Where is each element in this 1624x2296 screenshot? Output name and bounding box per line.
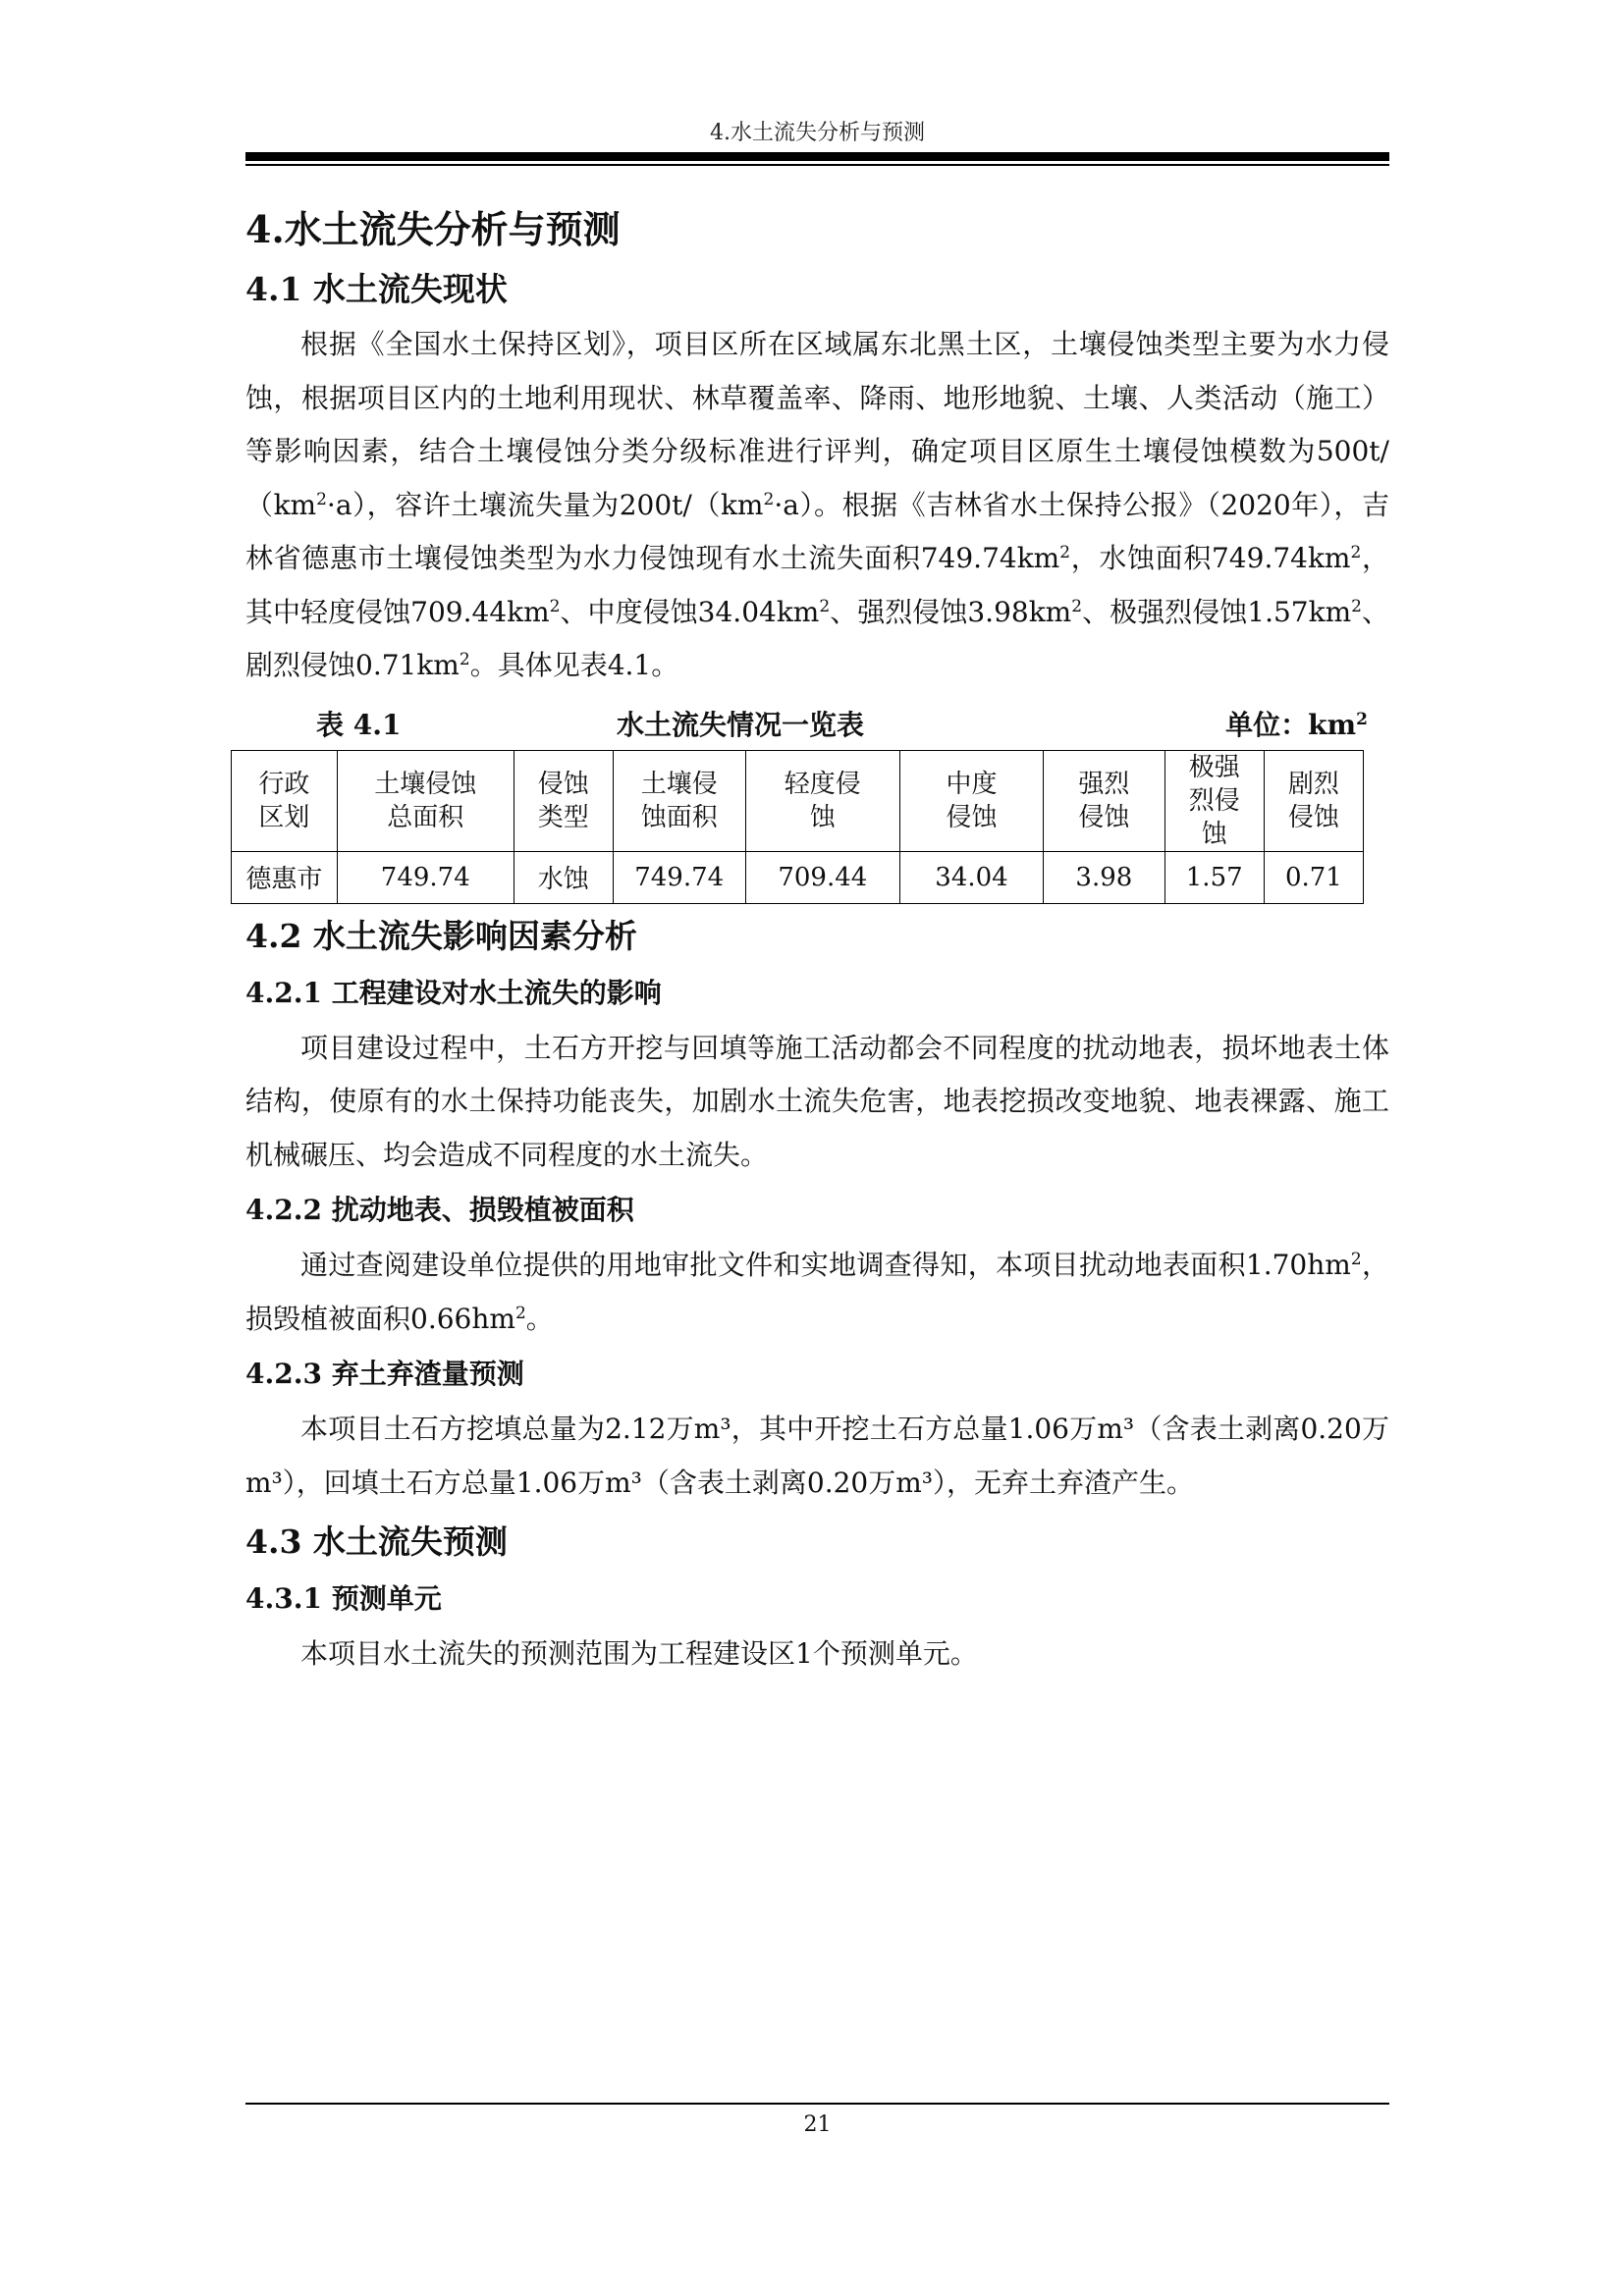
section-4-3-1-title: 4.3.1 预测单元 [245,1582,442,1615]
table-caption [245,701,1389,750]
table-cell: 709.44 [745,851,899,903]
section-4-2-title: 4.2 水土流失影响因素分析 [245,916,637,955]
table-cell: 749.74 [337,851,514,903]
section-4-3-1-paragraph: 本项目水土流失的预测范围为工程建设区1个预测单元。 [300,1637,978,1670]
table-header-cell: 侵蚀类型 [514,750,613,851]
table-header-cell: 中度侵蚀 [899,750,1043,851]
table-cell: 德惠市 [232,851,338,903]
table-number: 表 4.1 [316,708,402,741]
table-header-row [232,750,1364,851]
header-rule-thin [245,164,1389,166]
section-4-1-title: 4.1 水土流失现状 [245,270,508,308]
table-cell: 3.98 [1044,851,1165,903]
page-number: 21 [803,2112,832,2137]
table-row [232,851,1364,903]
section-4-2-1-title: 4.2.1 工程建设对水土流失的影响 [245,976,662,1009]
section-4-2-3-title: 4.2.3 弃土弃渣量预测 [245,1358,524,1390]
section-4-2-2-paragraph: 通过查阅建设单位提供的用地审批文件和实地调查得知，本项目扰动地表面积$1.70hm^2$，损毁植被面积$0.66hm^2$。 [245,1249,1389,1335]
table-cell: 34.04 [899,851,1043,903]
table-title: 水土流失情况一览表 [617,708,865,741]
section-4-2-3-paragraph: 本项目土石方挖填总量为2.12万m³，其中开挖土石方总量1.06万m³（含表土剥离0.20万m³），回填土石方总量1.06万m³（含表土剥离0.20万m³），无弃土弃渣产生。 [245,1413,1389,1499]
table-cell: 水蚀 [514,851,613,903]
header-rule-thick [245,152,1389,161]
footer-rule [245,2103,1389,2105]
table-cell: 749.74 [613,851,745,903]
section-4-3-title: 4.3 水土流失预测 [245,1522,508,1561]
table-header-cell: 剧烈侵蚀 [1264,750,1363,851]
section-4-1-paragraph: 根据《全国水土保持区划》，项目区所在区域属东北黑土区，土壤侵蚀类型主要为水力侵蚀，根据项目区内的土地利用现状、林草覆盖率、降雨、地形地貌、土壤、人类活动（施工）等影响因素，结合土壤侵蚀分类分级标准进行评判，确定项目区原生土壤侵蚀模数为$500t/(km^2\cdot a)$，容许土壤流失量为$200t/(km^2\cdot a)$。根据《吉林省水土保持公报》（2020年），吉林省德惠市土壤侵蚀类型为水力侵蚀现有水土流失面积$749.74km^2$，水蚀面积$749.74km^2$，其中轻度侵蚀$709.44km^2$、中度侵蚀$34.04km^2$、强烈侵蚀$3.98km^2$、极强烈侵蚀$1.57km^2$、剧烈侵蚀$0.71km^2$。具体见表4.1。 [245,328,1389,681]
table-header-cell: 轻度侵蚀 [745,750,899,851]
chapter-title: 4.水土流失分析与预测 [245,207,621,251]
section-4-2-2-title: 4.2.2 扰动地表、损毁植被面积 [245,1194,634,1226]
table-header-cell: 行政区划 [232,750,338,851]
page-body [245,198,1389,1682]
erosion-table [231,750,1364,904]
table-cell: 1.57 [1164,851,1264,903]
table-unit: 单位：$km^2$ [1225,708,1368,741]
table-header-cell: 极强烈侵蚀 [1164,750,1264,851]
table-header-cell: 土壤侵蚀总面积 [337,750,514,851]
table-header-cell: 土壤侵蚀面积 [613,750,745,851]
running-header: 4.水土流失分析与预测 [710,121,925,145]
table-header-cell: 强烈侵蚀 [1044,750,1165,851]
section-4-2-1-paragraph: 项目建设过程中，土石方开挖与回填等施工活动都会不同程度的扰动地表，损坏地表土体结构，使原有的水土保持功能丧失，加剧水土流失危害，地表挖损改变地貌、地表裸露、施工机械碾压、均会造成不同程度的水土流失。 [245,1031,1389,1171]
table-cell: 0.71 [1264,851,1363,903]
